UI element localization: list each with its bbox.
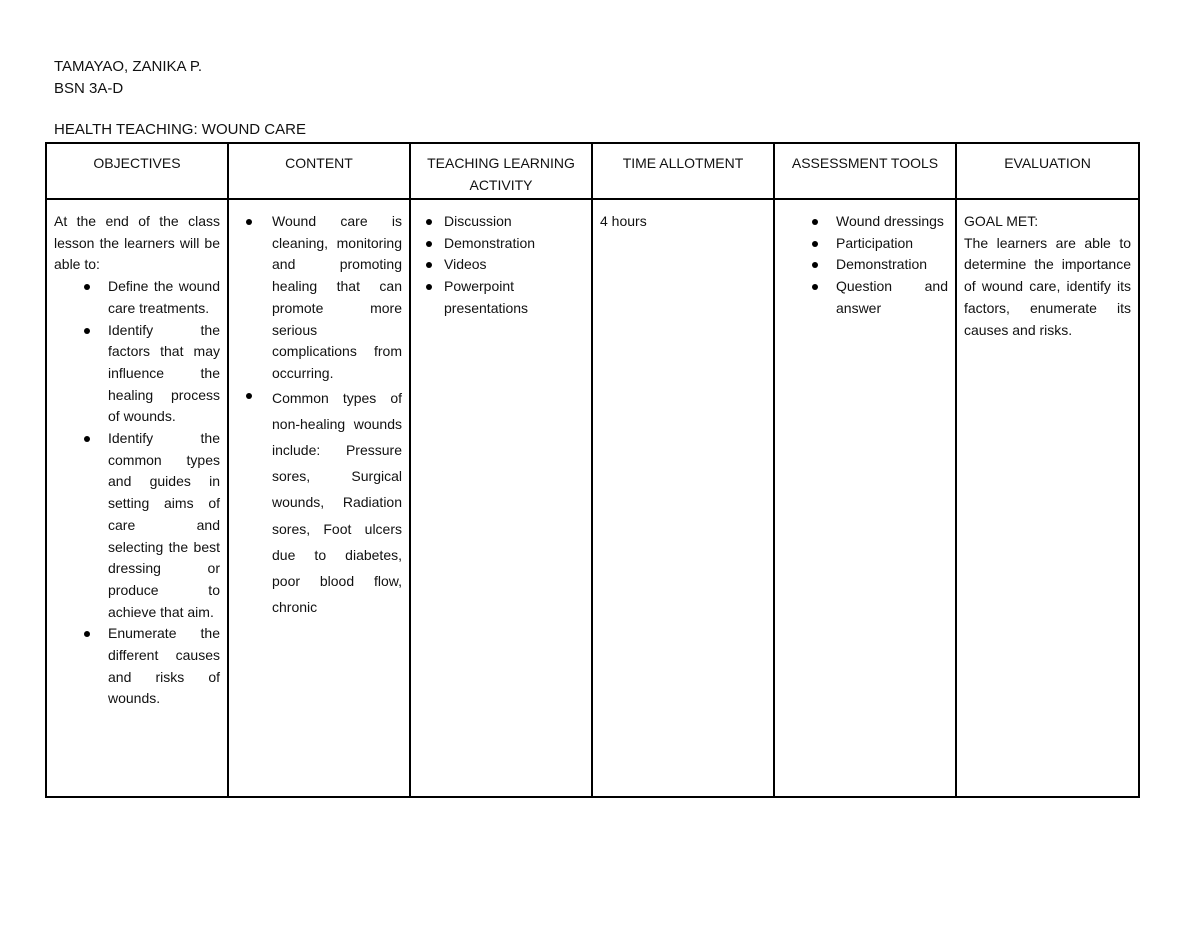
header-time-allotment: TIME ALLOTMENT [592, 143, 774, 199]
objectives-intro: At the end of the class lesson the learners will be able to: [54, 213, 220, 273]
objective-item: Identify the common types and guides in setting aims of care and selecting the best dressing or produce to achieve that aim. [54, 428, 220, 623]
objective-item: Identify the factors that may influence the healing process of wounds. [54, 320, 220, 429]
time-allotment-cell [592, 199, 774, 797]
time-allotment-value: 4 hours [600, 213, 647, 229]
assessment-tools-list [782, 211, 948, 320]
header-teaching-learning-activity: TEACHING LEARNING ACTIVITY [410, 143, 592, 199]
table-header-row [46, 143, 1139, 199]
activities-list [418, 211, 584, 320]
header-content: CONTENT [228, 143, 410, 199]
objectives-list [54, 276, 220, 710]
content-cell [228, 199, 410, 797]
content-item: Wound care is cleaning, monitoring and promoting healing that can promote more serious complications from occurring. [236, 211, 402, 385]
assessment-item: Wound dressings [782, 211, 948, 233]
header-evaluation: EVALUATION [956, 143, 1139, 199]
student-name: TAMAYAO, ZANIKA P. [54, 58, 203, 75]
activity-item: Videos [418, 254, 584, 276]
content-list [236, 211, 402, 620]
evaluation-heading: GOAL MET: [964, 213, 1039, 229]
objectives-cell [46, 199, 228, 797]
objective-item: Enumerate the different causes and risks of wounds. [54, 623, 220, 710]
activity-item: Powerpoint presentations [418, 276, 584, 319]
health-teaching-plan-table [45, 142, 1140, 798]
content-item: Common types of non-healing wounds include: Pressure sores, Surgical wounds, Radiation sores, Foot ulcers due to diabetes, poor blood flow, chronic [236, 385, 402, 621]
evaluation-text: The learners are able to determine the importance of wound care, identify its factors, enumerate its causes and risks. [964, 234, 1131, 338]
objective-item: Define the wound care treatments. [54, 276, 220, 319]
document-title: HEALTH TEACHING: WOUND CARE [54, 121, 306, 138]
activities-cell [410, 199, 592, 797]
assessment-tools-cell [774, 199, 956, 797]
assessment-item: Demonstration [782, 254, 948, 276]
student-section: BSN 3A-D [54, 80, 124, 97]
activity-item: Demonstration [418, 233, 584, 255]
assessment-item: Participation [782, 233, 948, 255]
activity-item: Discussion [418, 211, 584, 233]
header-assessment-tools: ASSESSMENT TOOLS [774, 143, 956, 199]
table-row [46, 199, 1139, 797]
assessment-item: Question and answer [782, 276, 948, 319]
header-objectives: OBJECTIVES [46, 143, 228, 199]
student-header [54, 56, 202, 100]
evaluation-cell [956, 199, 1139, 797]
